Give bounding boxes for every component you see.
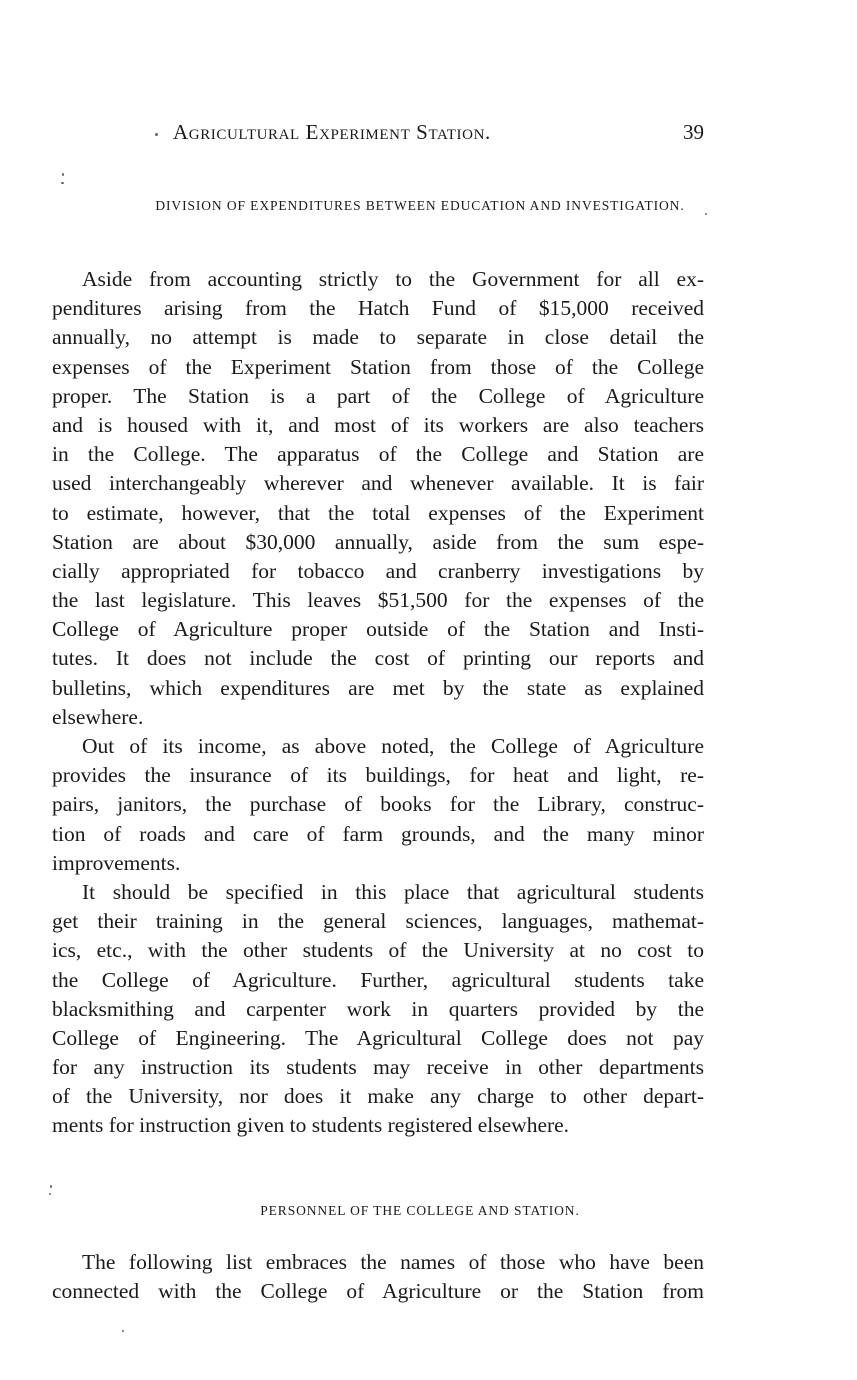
text-line: ics, etc., with the other students of the University at no cost to	[52, 938, 704, 963]
text-line: improvements.	[52, 850, 181, 875]
section-heading-personnel: PERSONNEL OF THE COLLEGE AND STATION.	[260, 1203, 580, 1218]
text-line: cially appropriated for tobacco and cranberry investigations by	[52, 558, 704, 583]
text-line: in the College. The apparatus of the College and Station are	[52, 442, 704, 467]
print-speck	[705, 213, 707, 215]
text-line: blacksmithing and carpenter work in quarters provided by the	[52, 996, 704, 1021]
print-speck	[49, 1193, 51, 1195]
text-line: It should be specified in this place that agricultural students	[82, 879, 704, 904]
text-line: ments for instruction given to students registered elsewhere.	[52, 1113, 570, 1138]
paragraph	[52, 732, 704, 878]
paragraph	[52, 265, 704, 732]
running-head	[170, 120, 710, 150]
text-line: proper. The Station is a part of the College of Agriculture	[52, 383, 704, 408]
text-line: College of Engineering. The Agricultural College does not pay	[52, 1025, 704, 1050]
text-line: the last legislature. This leaves $51,500 for the expenses of the	[52, 588, 704, 613]
text-line: and is housed with it, and most of its workers are also teachers	[52, 412, 704, 437]
print-speck	[62, 173, 64, 176]
text-line: penditures arising from the Hatch Fund of $15,000 received	[52, 296, 704, 321]
text-line: pairs, janitors, the purchase of books for the Library, construc-	[52, 792, 704, 817]
text-line: used interchangeably wherever and whenever available. It is fair	[52, 471, 704, 496]
section-heading-expenditures: DIVISION OF EXPENDITURES BETWEEN EDUCATION AND INVESTIGATION.	[155, 198, 685, 213]
paragraph	[52, 878, 704, 1141]
text-line: tutes. It does not include the cost of printing our reports and	[52, 646, 704, 671]
text-line: of the University, nor does it make any charge to other depart-	[52, 1084, 704, 1109]
print-speck	[61, 182, 64, 184]
section-body-personnel	[52, 1248, 704, 1306]
print-speck	[122, 1330, 124, 1332]
text-line: expenses of the Experiment Station from those of the College	[52, 354, 704, 379]
paragraph	[52, 1248, 704, 1306]
section-body-expenditures	[52, 265, 704, 1141]
running-title: Agricultural Experiment Station.	[173, 120, 491, 144]
text-line: get their training in the general sciences, languages, mathemat-	[52, 909, 704, 934]
text-line: the College of Agriculture. Further, agricultural students take	[52, 967, 704, 992]
text-line: elsewhere.	[52, 704, 144, 729]
text-line: Out of its income, as above noted, the College of Agriculture	[82, 734, 704, 758]
text-line: to estimate, however, that the total expenses of the Experiment	[52, 500, 704, 525]
print-speck	[155, 133, 158, 136]
text-line: College of Agriculture proper outside of the Station and Insti-	[52, 617, 704, 642]
text-line: connected with the College of Agriculture or the Station from	[52, 1279, 704, 1304]
page-number: 39	[683, 120, 704, 144]
text-line: Station are about $30,000 annually, aside from the sum espe-	[52, 529, 704, 554]
text-line: for any instruction its students may receive in other departments	[52, 1055, 704, 1080]
text-line: annually, no attempt is made to separate in close detail the	[52, 325, 704, 350]
print-speck	[50, 1185, 52, 1188]
text-line: The following list embraces the names of those who have been	[82, 1250, 704, 1274]
text-line: provides the insurance of its buildings, for heat and light, re-	[52, 763, 704, 788]
text-line: bulletins, which expenditures are met by the state as explained	[52, 675, 704, 700]
text-line: Aside from accounting strictly to the Government for all ex-	[82, 267, 704, 291]
text-line: tion of roads and care of farm grounds, and the many minor	[52, 821, 704, 846]
